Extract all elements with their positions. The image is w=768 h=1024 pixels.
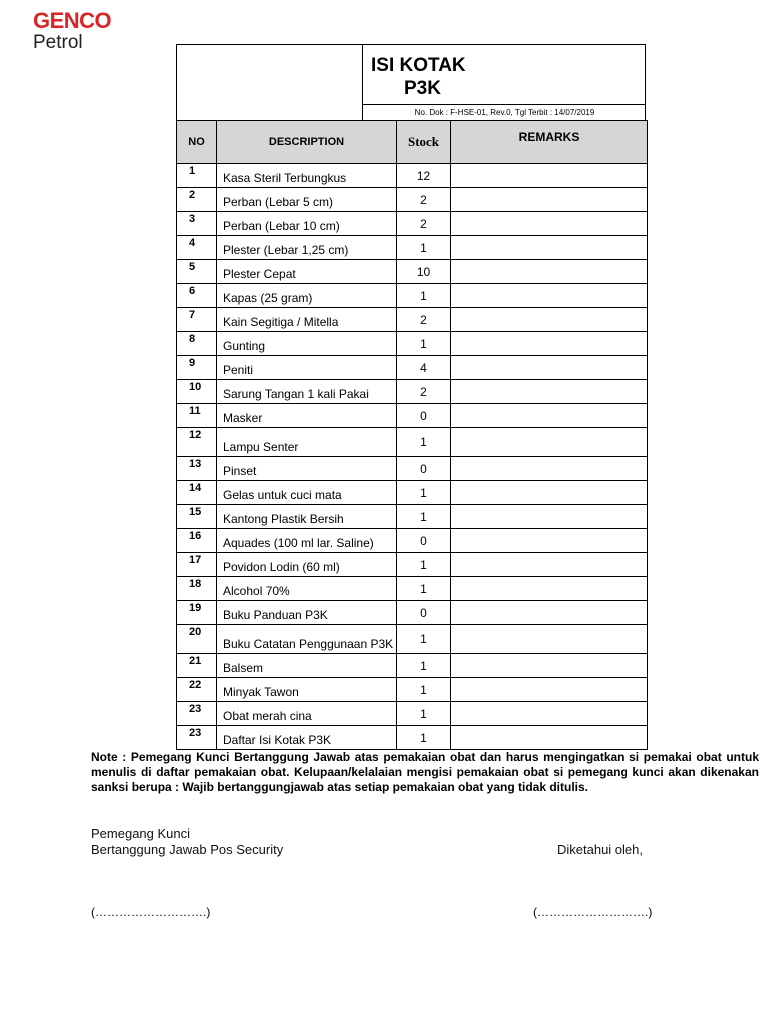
row-stock: 2 — [397, 212, 451, 236]
row-remarks — [451, 702, 648, 726]
row-remarks — [451, 428, 648, 457]
table-row — [177, 404, 648, 428]
row-number: 16 — [177, 529, 217, 553]
signature-left — [91, 826, 283, 858]
table-row — [177, 529, 648, 553]
row-description: Gunting — [217, 332, 397, 356]
table-row — [177, 457, 648, 481]
row-number: 3 — [177, 212, 217, 236]
row-description: Kasa Steril Terbungkus — [217, 164, 397, 188]
row-remarks — [451, 529, 648, 553]
table-row — [177, 332, 648, 356]
row-stock: 0 — [397, 457, 451, 481]
row-number: 13 — [177, 457, 217, 481]
logo-sub-text: Petrol — [33, 32, 83, 53]
row-description: Pinset — [217, 457, 397, 481]
row-description: Kain Segitiga / Mitella — [217, 308, 397, 332]
row-stock: 4 — [397, 356, 451, 380]
row-description: Plester Cepat — [217, 260, 397, 284]
table-row — [177, 654, 648, 678]
table-row — [177, 260, 648, 284]
row-remarks — [451, 654, 648, 678]
row-remarks — [451, 308, 648, 332]
table-row — [177, 212, 648, 236]
row-number: 5 — [177, 260, 217, 284]
table-row — [177, 284, 648, 308]
row-description: Obat merah cina — [217, 702, 397, 726]
row-stock: 1 — [397, 726, 451, 750]
row-remarks — [451, 260, 648, 284]
row-remarks — [451, 481, 648, 505]
row-number: 12 — [177, 428, 217, 457]
row-number: 11 — [177, 404, 217, 428]
row-description: Sarung Tangan 1 kali Pakai — [217, 380, 397, 404]
table-body — [177, 164, 648, 750]
row-remarks — [451, 505, 648, 529]
row-remarks — [451, 212, 648, 236]
row-number: 23 — [177, 726, 217, 750]
row-remarks — [451, 380, 648, 404]
form-header — [176, 44, 646, 120]
table-header-row — [177, 121, 648, 164]
row-description: Daftar Isi Kotak P3K — [217, 726, 397, 750]
row-description: Alcohol 70% — [217, 577, 397, 601]
table-row — [177, 726, 648, 750]
row-description: Plester (Lebar 1,25 cm) — [217, 236, 397, 260]
row-stock: 10 — [397, 260, 451, 284]
row-number: 9 — [177, 356, 217, 380]
row-stock: 0 — [397, 529, 451, 553]
form-title-line2: P3K — [404, 78, 441, 99]
col-header-description: DESCRIPTION — [217, 121, 397, 164]
row-remarks — [451, 332, 648, 356]
note-text: Note : Pemegang Kunci Bertanggung Jawab atas pemakaian obat dan harus mengingatkan si pemakai obat untuk menulis di daftar pemakaian obat. Kelupaan/kelalaian mengisi pemakaian obat si pemegang kunci akan dikenakan sanksi berupa : Wajib bertanggungjawab atas setiap pemakaian obat yang tidak ditulis. — [91, 750, 759, 794]
first-aid-table — [176, 120, 648, 750]
row-stock: 2 — [397, 380, 451, 404]
row-description: Gelas untuk cuci mata — [217, 481, 397, 505]
row-number: 14 — [177, 481, 217, 505]
row-number: 15 — [177, 505, 217, 529]
row-remarks — [451, 625, 648, 654]
table-row — [177, 308, 648, 332]
row-description: Minyak Tawon — [217, 678, 397, 702]
logo-brand-text: GENCO — [33, 8, 112, 33]
row-stock: 2 — [397, 308, 451, 332]
row-stock: 1 — [397, 625, 451, 654]
row-stock: 1 — [397, 332, 451, 356]
row-remarks — [451, 457, 648, 481]
row-stock: 1 — [397, 577, 451, 601]
row-stock: 0 — [397, 601, 451, 625]
table-row — [177, 164, 648, 188]
table-row — [177, 702, 648, 726]
row-number: 7 — [177, 308, 217, 332]
row-number: 1 — [177, 164, 217, 188]
row-description: Peniti — [217, 356, 397, 380]
row-remarks — [451, 164, 648, 188]
row-description: Balsem — [217, 654, 397, 678]
table-row — [177, 678, 648, 702]
row-remarks — [451, 284, 648, 308]
table-row — [177, 380, 648, 404]
row-number: 19 — [177, 601, 217, 625]
signature-left-line2: Bertanggung Jawab Pos Security — [91, 842, 284, 857]
row-stock: 1 — [397, 428, 451, 457]
document-info: No. Dok : F-HSE-01, Rev.0, Tgl Terbit : 14/07/2019 — [363, 104, 646, 121]
row-stock: 12 — [397, 164, 451, 188]
signature-right-label: Diketahui oleh, — [557, 842, 643, 857]
row-number: 6 — [177, 284, 217, 308]
row-description: Buku Panduan P3K — [217, 601, 397, 625]
table-row — [177, 601, 648, 625]
row-description: Perban (Lebar 5 cm) — [217, 188, 397, 212]
row-number: 17 — [177, 553, 217, 577]
row-number: 2 — [177, 188, 217, 212]
table-row — [177, 505, 648, 529]
row-stock: 1 — [397, 284, 451, 308]
signature-right-blank: (……………………….) — [533, 905, 653, 919]
row-remarks — [451, 356, 648, 380]
row-stock: 1 — [397, 702, 451, 726]
col-header-no: NO — [177, 121, 217, 164]
signature-left-blank: (……………………….) — [91, 905, 211, 919]
row-stock: 1 — [397, 678, 451, 702]
row-stock: 0 — [397, 404, 451, 428]
signature-left-line1: Pemegang Kunci — [91, 826, 191, 841]
row-remarks — [451, 404, 648, 428]
genco-petrol-logo — [33, 10, 111, 52]
row-stock: 1 — [397, 553, 451, 577]
row-remarks — [451, 678, 648, 702]
row-number: 8 — [177, 332, 217, 356]
row-stock: 1 — [397, 481, 451, 505]
row-description: Povidon Lodin (60 ml) — [217, 553, 397, 577]
row-number: 21 — [177, 654, 217, 678]
row-description: Aquades (100 ml lar. Saline) — [217, 529, 397, 553]
row-description: Perban (Lebar 10 cm) — [217, 212, 397, 236]
row-description: Kantong Plastik Bersih — [217, 505, 397, 529]
row-stock: 1 — [397, 505, 451, 529]
row-description: Masker — [217, 404, 397, 428]
row-remarks — [451, 188, 648, 212]
row-number: 23 — [177, 702, 217, 726]
row-number: 18 — [177, 577, 217, 601]
col-header-remarks: REMARKS — [451, 121, 648, 164]
row-remarks — [451, 553, 648, 577]
row-stock: 2 — [397, 188, 451, 212]
table-row — [177, 356, 648, 380]
form-title — [371, 54, 466, 100]
row-remarks — [451, 601, 648, 625]
table-row — [177, 625, 648, 654]
row-description: Buku Catatan Penggunaan P3K — [217, 625, 397, 654]
row-remarks — [451, 577, 648, 601]
table-row — [177, 188, 648, 212]
row-stock: 1 — [397, 236, 451, 260]
row-number: 22 — [177, 678, 217, 702]
table-row — [177, 553, 648, 577]
table-row — [177, 481, 648, 505]
row-description: Lampu Senter — [217, 428, 397, 457]
row-number: 20 — [177, 625, 217, 654]
row-remarks — [451, 726, 648, 750]
form-title-line1: ISI KOTAK — [371, 55, 466, 76]
row-remarks — [451, 236, 648, 260]
row-number: 4 — [177, 236, 217, 260]
table-row — [177, 428, 648, 457]
row-number: 10 — [177, 380, 217, 404]
row-description: Kapas (25 gram) — [217, 284, 397, 308]
row-stock: 1 — [397, 654, 451, 678]
col-header-stock: Stock — [397, 121, 451, 164]
table-row — [177, 577, 648, 601]
table-row — [177, 236, 648, 260]
